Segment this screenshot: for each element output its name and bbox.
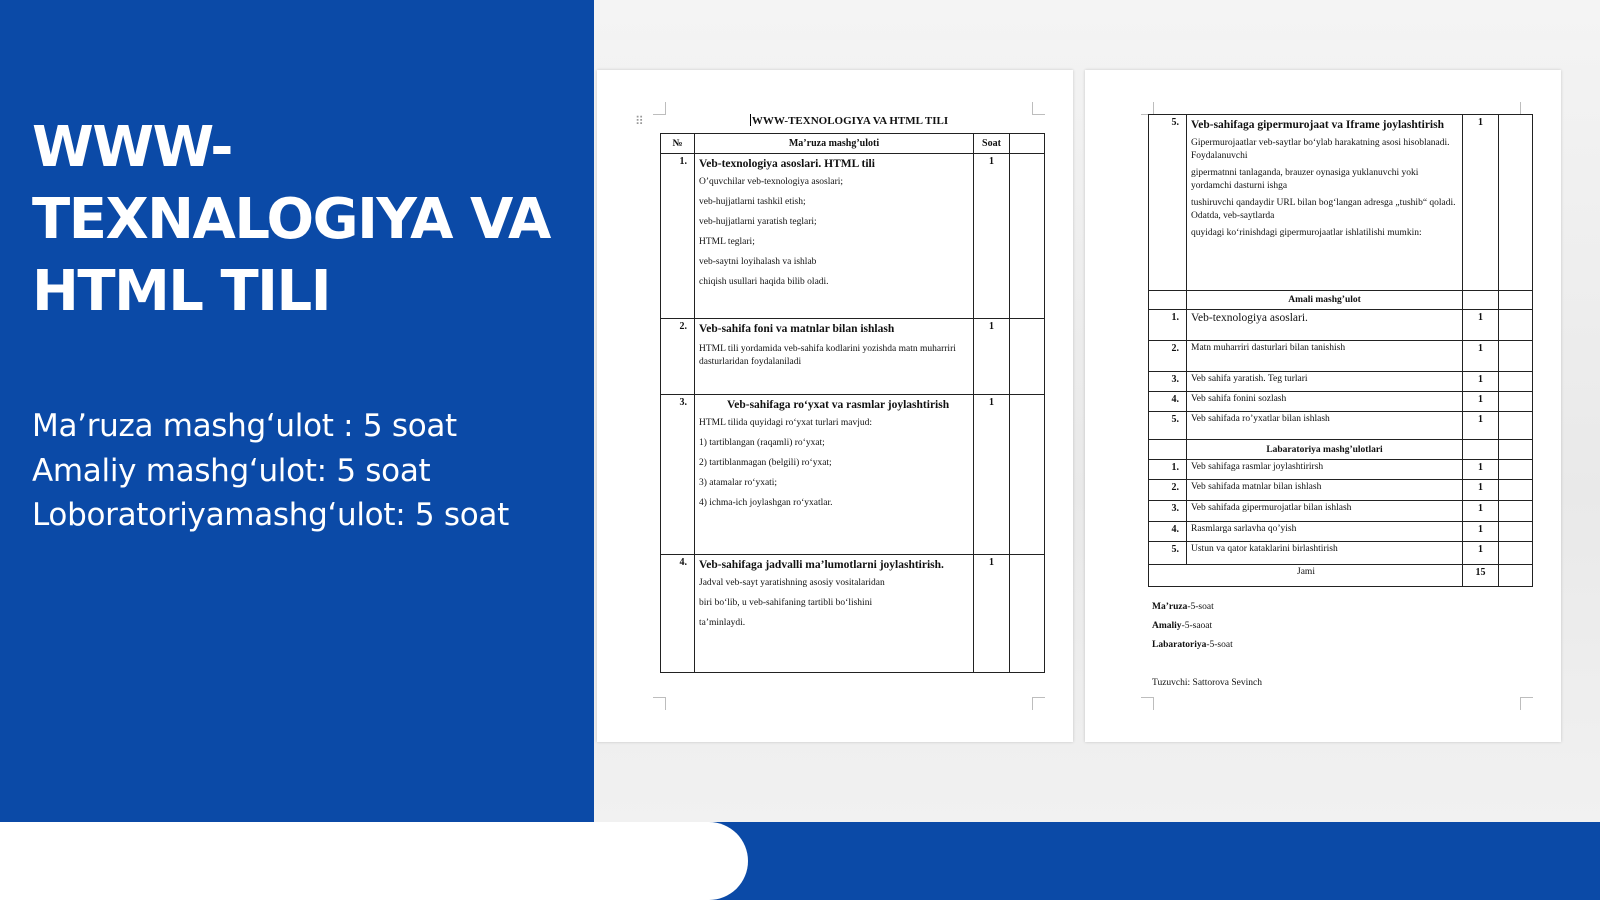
- row-line: veb-hujjatlarni yaratish teglari;: [699, 217, 817, 227]
- header-topic: Ma’ruza mashg’uloti: [695, 134, 974, 154]
- summary-lecture: Ma’ruza-5-soat: [1152, 602, 1214, 612]
- hours-list: [32, 404, 509, 538]
- table-row: 4. Veb-sahifaga jadvalli ma’lumotlarni joylashtirish. Jadval veb-sayt yaratishning asosiy vositalaridan biri bo‘lib, u veb-sahifaning tartibli bo‘lishini ta’minlaydi. 1: [661, 555, 1045, 673]
- lecture-table: [660, 133, 1045, 673]
- row-text: HTML tili yordamida veb-sahifa kodlarini yozishda matn muharriri dasturlaridan foydalaniladi: [699, 344, 956, 367]
- hours-lecture: Ma’ruza mashg‘ulot : 5 soat: [32, 408, 457, 444]
- table-row: 2. Veb-sahifa foni va matnlar bilan ishlash HTML tili yordamida veb-sahifa kodlarini yozishda matn muharriri dasturlaridan foydalaniladi 1: [661, 319, 1045, 395]
- bottom-white-pill: [0, 822, 748, 900]
- summary-practical: Amaliy-5-saoat: [1152, 621, 1213, 631]
- table-row: 5. Veb-sahifaga gipermurojaat va Iframe joylashtirish Gipermurojaatlar veb-saytlar bo‘ylab harakatning asosi hisoblanadi. Foydalanuvchi gipermatnni tanlaganda, brauzer oynasiga yuklanuvchi yoki yordamchi dasturni ishga tushiruvchi qandaydir URL bilan bog‘langan adresga „tushib“ qoladi. Odatda, veb-saytlarda quyidagi ko‘rinishdagi gipermurojaatlar ishlatilishi mumkin: 1: [1149, 115, 1533, 291]
- row-line: veb-hujjatlarni tashkil etish;: [699, 197, 806, 207]
- lab-section-title: Labaratoriya mashg’ulotlari: [1187, 440, 1463, 460]
- table-row: 3. Veb-sahifaga ro‘yxat va rasmlar joylashtirish HTML tilida quyidagi ro‘yxat turlari mavjud: 1) tartiblangan (raqamli) ro‘yxat; 2) tartiblanmagan (belgili) ro‘yxat; 3) atamalar ro‘yxati; 4) ichma-ich joylashgan ro‘yxatlar. 1: [661, 395, 1045, 555]
- header-num: №: [661, 134, 695, 154]
- row-line: 1) tartiblangan (raqamli) ro‘yxat;: [699, 438, 825, 448]
- row-line: Jadval veb-sayt yaratishning asosiy vositalaridan: [699, 578, 885, 588]
- table-header-row: [661, 134, 1045, 154]
- row-line: veb-saytni loyihalash va ishlab: [699, 257, 817, 267]
- table-row: 2. Veb sahifada matnlar bilan ishlash 1: [1149, 480, 1533, 501]
- continued-table: [1148, 114, 1533, 587]
- document-title: WWW-TEXNOLOGIYA VA HTML TILI: [751, 115, 949, 127]
- table-row: 1. Veb-texnologiya asoslari. HTML tili O’quvchilar veb-texnologiya asoslari; veb-hujjatlarni tashkil etish; veb-hujjatlarni yaratish teglari; HTML teglari; veb-saytni loyihalash va ishlab chiqish usullari haqida bilib oladi. 1: [661, 154, 1045, 319]
- hours-laboratory: Loboratoriyamashg‘ulot: 5 soat: [32, 497, 509, 533]
- table-row: 1. Veb sahifaga rasmlar joylashtirirsh 1: [1149, 460, 1533, 480]
- section-header-row: [1149, 440, 1533, 460]
- table-row: 3. Veb sahifada gipermurojatlar bilan ishlash 1: [1149, 501, 1533, 522]
- margin-corner-mark: [1032, 102, 1045, 115]
- row-title: Veb-texnologiya asoslari. HTML tili: [699, 158, 875, 170]
- row-title: Veb-sahifaga gipermurojaat va Iframe joylashtirish: [1191, 119, 1444, 131]
- row-title: Veb-sahifaga ro‘yxat va rasmlar joylashtirish: [727, 399, 950, 411]
- row-line: biri bo‘lib, u veb-sahifaning tartibli bo‘lishini: [699, 598, 873, 608]
- row-text: tushiruvchi qandaydir URL bilan bog‘langan adresga „tushib“ qoladi. Odatda, veb-saytlarda: [1191, 198, 1456, 221]
- table-row: 5. Veb sahifada ro’yxatlar bilan ishlash 1: [1149, 412, 1533, 440]
- margin-corner-mark: [1141, 697, 1154, 710]
- total-row: [1149, 565, 1533, 587]
- author-line: Tuzuvchi: Sattorova Sevinch: [1152, 678, 1262, 688]
- margin-corner-mark: [653, 697, 666, 710]
- row-line: HTML tilida quyidagi ro‘yxat turlari mavjud:: [699, 418, 872, 428]
- document-page-2: [1085, 70, 1561, 742]
- row-line: O’quvchilar veb-texnologiya asoslari;: [699, 177, 844, 187]
- summary-laboratory: Labaratoriya-5-soat: [1152, 640, 1233, 650]
- row-line: chiqish usullari haqida bilib oladi.: [699, 277, 829, 287]
- table-move-handle-icon[interactable]: ⠿: [635, 114, 644, 128]
- table-row: 1. Veb-texnologiya asoslari. 1: [1149, 310, 1533, 341]
- row-line: 3) atamalar ro‘yxati;: [699, 478, 778, 488]
- slide-title: WWW-TEXNALOGIYA VA HTML TILI: [32, 115, 550, 324]
- practical-section-title: Amali mashg’ulot: [1187, 291, 1463, 310]
- total-label: Jami: [1149, 565, 1463, 587]
- total-value: 15: [1463, 565, 1499, 587]
- table-row: 5. Ustun va qator kataklarini birlashtirish 1: [1149, 542, 1533, 565]
- hours-practical: Amaliy mashg‘ulot: 5 soat: [32, 452, 431, 489]
- row-title: Veb-sahifaga jadvalli ma’lumotlarni joylashtirish.: [699, 559, 944, 571]
- row-text: Gipermurojaatlar veb-saytlar bo‘ylab harakatning asosi hisoblanadi. Foydalanuvchi: [1191, 138, 1450, 161]
- margin-corner-mark: [1032, 697, 1045, 710]
- row-line: HTML teglari;: [699, 237, 755, 247]
- table-row: 4. Veb sahifa fonini sozlash 1: [1149, 392, 1533, 412]
- row-text: gipermatnni tanlaganda, brauzer oynasiga yuklanuvchi yoki yordamchi dasturni ishga: [1191, 168, 1419, 191]
- row-title: Veb-sahifa foni va matnlar bilan ishlash: [699, 323, 895, 335]
- row-line: 2) tartiblanmagan (belgili) ro‘yxat;: [699, 458, 832, 468]
- header-soat: Soat: [974, 134, 1010, 154]
- row-line: ta’minlaydi.: [699, 618, 746, 628]
- table-row: 2. Matn muharriri dasturlari bilan tanishish 1: [1149, 341, 1533, 372]
- row-text: quyidagi ko‘rinishdagi gipermurojaatlar ishlatilishi mumkin:: [1191, 228, 1422, 238]
- margin-corner-mark: [653, 102, 666, 115]
- document-page-1: [597, 70, 1073, 742]
- row-line: 4) ichma-ich joylashgan ro‘yxatlar.: [699, 498, 833, 508]
- text-cursor: [750, 114, 751, 126]
- section-header-row: [1149, 291, 1533, 310]
- table-row: 4. Rasmlarga sarlavha qo’yish 1: [1149, 522, 1533, 542]
- margin-corner-mark: [1520, 697, 1533, 710]
- table-row: 3. Veb sahifa yaratish. Teg turlari 1: [1149, 372, 1533, 392]
- header-empty: [1010, 134, 1045, 154]
